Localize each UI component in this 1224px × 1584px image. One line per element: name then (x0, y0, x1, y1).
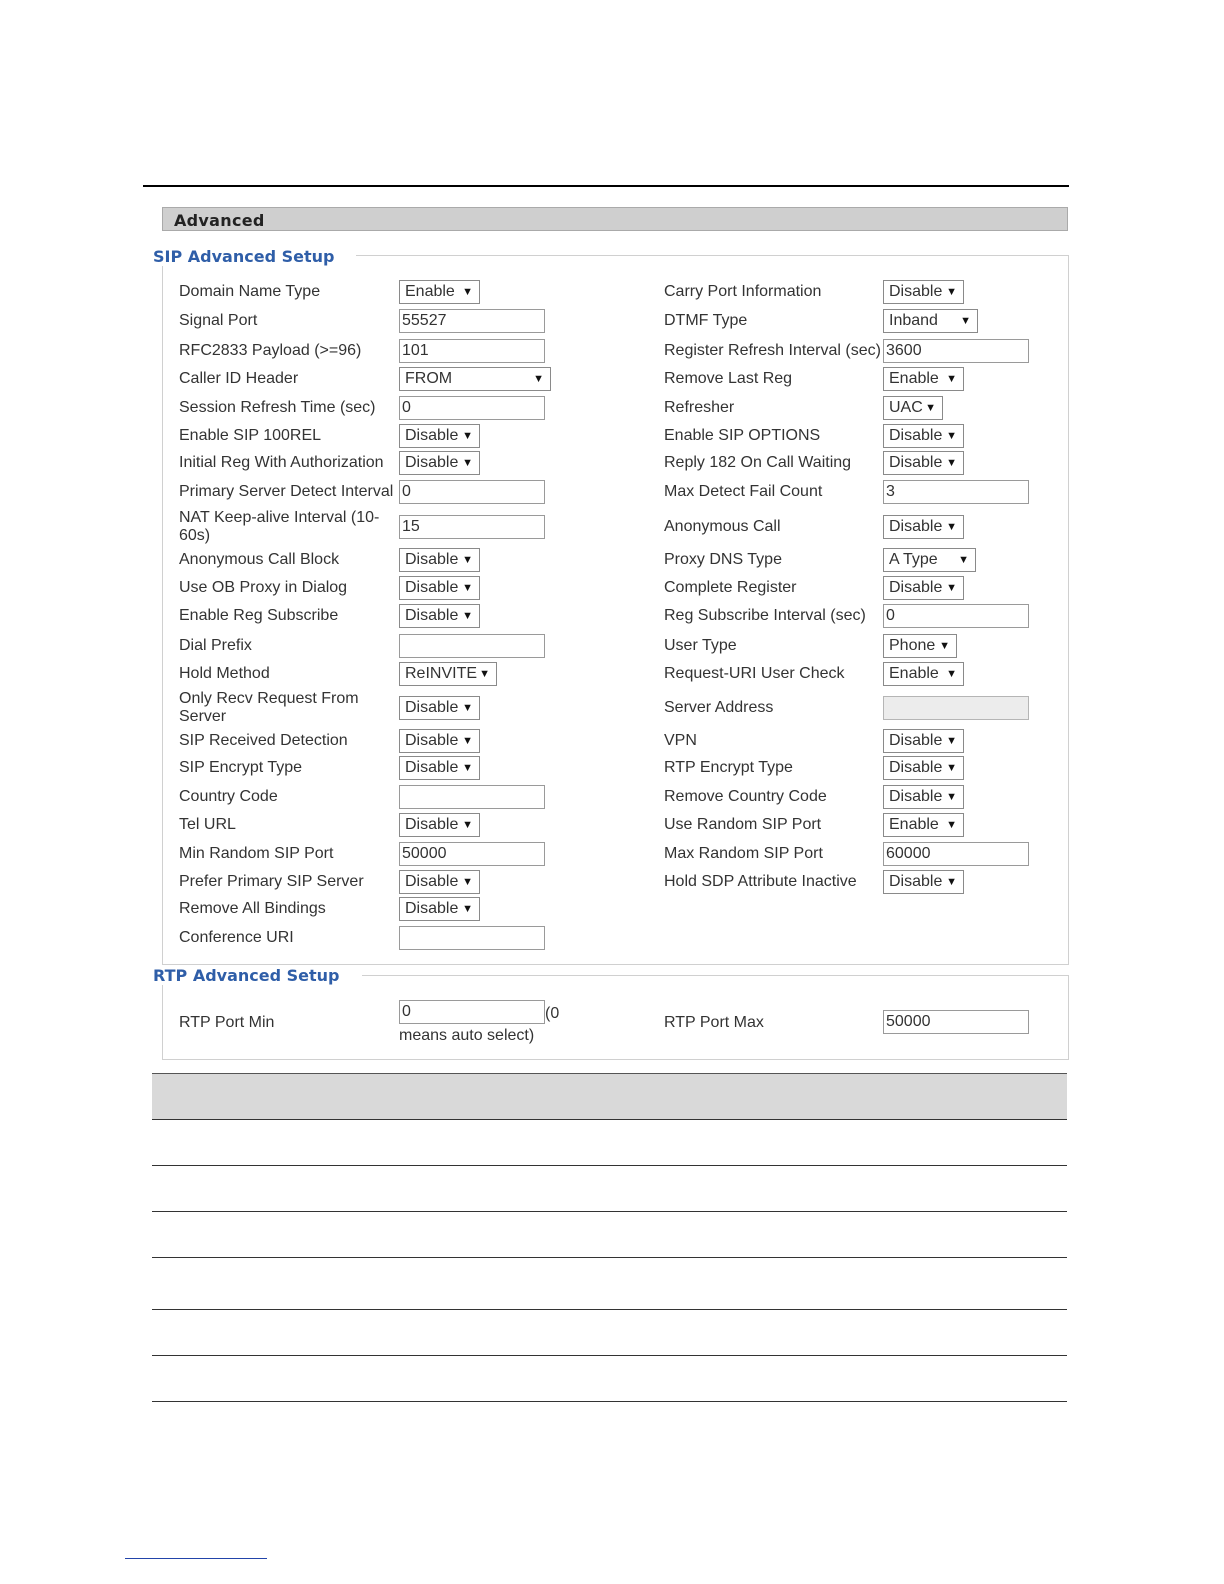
prefer-primary-sip-server-value: Disable (405, 873, 459, 890)
table-row-divider (152, 1355, 1067, 1356)
remove-country-code-value: Disable (889, 788, 943, 805)
prefer-primary-sip-server-label: Prefer Primary SIP Server (179, 873, 364, 890)
session-refresh-time-sec-label: Session Refresh Time (sec) (179, 399, 376, 416)
dropdown-arrow-icon: ▼ (960, 315, 971, 327)
hold-sdp-attribute-inactive-value: Disable (889, 873, 943, 890)
dropdown-arrow-icon: ▼ (462, 286, 473, 298)
complete-register-label: Complete Register (664, 579, 797, 596)
rtp-port-min-input[interactable]: 0 (399, 1000, 545, 1024)
table-row-divider (152, 1401, 1067, 1402)
reg-subscribe-interval-sec-label: Reg Subscribe Interval (sec) (664, 607, 866, 624)
request-uri-user-check-select[interactable] (883, 662, 964, 686)
enable-sip-100rel-value: Disable (405, 427, 459, 444)
country-code-input[interactable] (399, 785, 545, 809)
carry-port-information-value: Disable (889, 283, 943, 300)
dropdown-arrow-icon: ▼ (946, 430, 957, 442)
complete-register-select[interactable] (883, 576, 964, 600)
user-type-value: Phone (889, 637, 936, 654)
hold-sdp-attribute-inactive-label: Hold SDP Attribute Inactive (664, 873, 857, 890)
enable-sip-options-value: Disable (889, 427, 943, 444)
session-refresh-time-sec-input[interactable]: 0 (399, 396, 545, 420)
remove-last-reg-label: Remove Last Reg (664, 370, 793, 387)
carry-port-information-select[interactable] (883, 280, 964, 304)
nat-keep-alive-interval-10-60s-label: NAT Keep-alive Interval (10-60s) (179, 509, 380, 544)
anonymous-call-block-value: Disable (405, 551, 459, 568)
use-ob-proxy-in-dialog-select[interactable] (399, 576, 480, 600)
dropdown-arrow-icon: ▼ (479, 668, 490, 680)
request-uri-user-check-value: Enable (889, 665, 939, 682)
anonymous-call-block-label: Anonymous Call Block (179, 551, 340, 568)
hold-method-label: Hold Method (179, 665, 270, 682)
request-uri-user-check-label: Request-URI User Check (664, 665, 845, 682)
dropdown-arrow-icon: ▼ (946, 373, 957, 385)
sip-advanced-title: SIP Advanced Setup (153, 247, 356, 266)
proxy-dns-type-label: Proxy DNS Type (664, 551, 782, 568)
rtp-encrypt-type-label: RTP Encrypt Type (664, 759, 793, 776)
sip-received-detection-label: SIP Received Detection (179, 732, 348, 749)
table-row-divider (152, 1211, 1067, 1212)
proxy-dns-type-select[interactable] (883, 548, 976, 572)
domain-name-type-select[interactable] (399, 280, 480, 304)
reply-182-on-call-waiting-value: Disable (889, 454, 943, 471)
max-detect-fail-count-input[interactable]: 3 (883, 480, 1029, 504)
only-recv-request-from-server-label: Only Recv Request From Server (179, 690, 359, 725)
sip-encrypt-type-label: SIP Encrypt Type (179, 759, 303, 776)
rtp-port-max-label: RTP Port Max (664, 1014, 764, 1031)
server-address-input[interactable] (883, 696, 1029, 720)
dropdown-arrow-icon: ▼ (462, 430, 473, 442)
anonymous-call-value: Disable (889, 518, 943, 535)
dtmf-type-select[interactable] (883, 309, 978, 333)
sip-encrypt-type-value: Disable (405, 759, 459, 776)
max-random-sip-port-label: Max Random SIP Port (664, 845, 823, 862)
refresher-label: Refresher (664, 399, 735, 416)
table-row-divider (152, 1119, 1067, 1120)
vpn-value: Disable (889, 732, 943, 749)
dropdown-arrow-icon: ▼ (946, 582, 957, 594)
dropdown-arrow-icon: ▼ (462, 819, 473, 831)
sip-received-detection-value: Disable (405, 732, 459, 749)
use-random-sip-port-label: Use Random SIP Port (664, 816, 822, 833)
rtp-advanced-title: RTP Advanced Setup (153, 966, 362, 985)
table-row-divider (152, 1257, 1067, 1258)
remove-country-code-label: Remove Country Code (664, 788, 827, 805)
remove-all-bindings-value: Disable (405, 900, 459, 917)
table-row-divider (152, 1165, 1067, 1166)
dropdown-arrow-icon: ▼ (946, 668, 957, 680)
remove-all-bindings-label: Remove All Bindings (179, 900, 326, 917)
vpn-label: VPN (664, 732, 697, 749)
dropdown-arrow-icon: ▼ (939, 640, 950, 652)
use-ob-proxy-in-dialog-value: Disable (405, 579, 459, 596)
domain-name-type-label: Domain Name Type (179, 283, 321, 300)
hold-sdp-attribute-inactive-select[interactable] (883, 870, 964, 894)
enable-sip-100rel-label: Enable SIP 100REL (179, 427, 322, 444)
prefer-primary-sip-server-select[interactable] (399, 870, 480, 894)
remove-all-bindings-select[interactable] (399, 897, 480, 921)
dial-prefix-input[interactable] (399, 634, 545, 658)
table-header-band (152, 1073, 1067, 1120)
dropdown-arrow-icon: ▼ (946, 457, 957, 469)
rtp-port-min-note-a: (0 (545, 1005, 560, 1022)
table-row-divider (152, 1309, 1067, 1310)
sip-received-detection-select[interactable] (399, 729, 480, 753)
rfc2833-payload-96-label: RFC2833 Payload (>=96) (179, 342, 362, 359)
initial-reg-with-authorization-label: Initial Reg With Authorization (179, 454, 384, 471)
refresher-select[interactable] (883, 396, 943, 420)
advanced-panel-title: Advanced (174, 211, 265, 230)
use-ob-proxy-in-dialog-label: Use OB Proxy in Dialog (179, 579, 348, 596)
rtp-port-min-label: RTP Port Min (179, 1014, 275, 1031)
top-rule (143, 185, 1069, 187)
dropdown-arrow-icon: ▼ (462, 582, 473, 594)
min-random-sip-port-input[interactable]: 50000 (399, 842, 545, 866)
register-refresh-interval-sec-label: Register Refresh Interval (sec) (664, 342, 881, 359)
conference-uri-label: Conference URI (179, 929, 294, 946)
rfc2833-payload-96-input[interactable]: 101 (399, 339, 545, 363)
proxy-dns-type-value: A Type (889, 551, 938, 568)
dtmf-type-value: Inband (889, 312, 938, 329)
register-refresh-interval-sec-input[interactable]: 3600 (883, 339, 1029, 363)
hold-method-select[interactable] (399, 662, 497, 686)
user-type-label: User Type (664, 637, 737, 654)
complete-register-value: Disable (889, 579, 943, 596)
dropdown-arrow-icon: ▼ (462, 702, 473, 714)
reply-182-on-call-waiting-label: Reply 182 On Call Waiting (664, 454, 852, 471)
tel-url-label: Tel URL (179, 816, 236, 833)
remove-country-code-select[interactable] (883, 785, 964, 809)
vpn-select[interactable] (883, 729, 964, 753)
initial-reg-with-authorization-select[interactable] (399, 451, 480, 475)
signal-port-input[interactable]: 55527 (399, 309, 545, 333)
hold-method-value: ReINVITE (405, 665, 478, 682)
max-random-sip-port-input[interactable]: 60000 (883, 842, 1029, 866)
anonymous-call-block-select[interactable] (399, 548, 480, 572)
refresher-value: UAC (889, 399, 923, 416)
dropdown-arrow-icon: ▼ (946, 735, 957, 747)
use-random-sip-port-select[interactable] (883, 813, 964, 837)
advanced-panel-header (162, 207, 1068, 231)
caller-id-header-label: Caller ID Header (179, 370, 299, 387)
user-type-select[interactable] (883, 634, 957, 658)
dropdown-arrow-icon: ▼ (462, 903, 473, 915)
dropdown-arrow-icon: ▼ (946, 876, 957, 888)
initial-reg-with-authorization-value: Disable (405, 454, 459, 471)
dropdown-arrow-icon: ▼ (462, 762, 473, 774)
nat-keep-alive-interval-10-60s-input[interactable]: 15 (399, 515, 545, 539)
enable-sip-options-select[interactable] (883, 424, 964, 448)
dropdown-arrow-icon: ▼ (462, 554, 473, 566)
dropdown-arrow-icon: ▼ (462, 457, 473, 469)
tel-url-value: Disable (405, 816, 459, 833)
use-random-sip-port-value: Enable (889, 816, 939, 833)
enable-sip-options-label: Enable SIP OPTIONS (664, 427, 821, 444)
enable-reg-subscribe-value: Disable (405, 607, 459, 624)
server-address-label: Server Address (664, 699, 774, 716)
reply-182-on-call-waiting-select[interactable] (883, 451, 964, 475)
anonymous-call-select[interactable] (883, 515, 964, 539)
carry-port-information-label: Carry Port Information (664, 283, 822, 300)
sip-encrypt-type-select[interactable] (399, 756, 480, 780)
dropdown-arrow-icon: ▼ (958, 554, 969, 566)
remove-last-reg-select[interactable] (883, 367, 964, 391)
primary-server-detect-interval-input[interactable]: 0 (399, 480, 545, 504)
anonymous-call-label: Anonymous Call (664, 518, 781, 535)
dial-prefix-label: Dial Prefix (179, 637, 252, 654)
country-code-label: Country Code (179, 788, 278, 805)
dropdown-arrow-icon: ▼ (462, 876, 473, 888)
primary-server-detect-interval-label: Primary Server Detect Interval (179, 483, 394, 500)
only-recv-request-from-server-value: Disable (405, 699, 459, 716)
dropdown-arrow-icon: ▼ (462, 735, 473, 747)
domain-name-type-value: Enable (405, 283, 455, 300)
caller-id-header-value: FROM (405, 370, 453, 387)
remove-last-reg-value: Enable (889, 370, 939, 387)
rtp-encrypt-type-value: Disable (889, 759, 943, 776)
enable-reg-subscribe-label: Enable Reg Subscribe (179, 607, 339, 624)
dropdown-arrow-icon: ▼ (533, 373, 544, 385)
enable-reg-subscribe-select[interactable] (399, 604, 480, 628)
enable-sip-100rel-select[interactable] (399, 424, 480, 448)
dropdown-arrow-icon: ▼ (946, 762, 957, 774)
rtp-port-max-input[interactable]: 50000 (883, 1010, 1029, 1034)
dropdown-arrow-icon: ▼ (946, 286, 957, 298)
rtp-port-min-note-b: means auto select) (399, 1027, 535, 1044)
rtp-encrypt-type-select[interactable] (883, 756, 964, 780)
dropdown-arrow-icon: ▼ (462, 610, 473, 622)
dtmf-type-label: DTMF Type (664, 312, 748, 329)
only-recv-request-from-server-select[interactable] (399, 696, 480, 720)
min-random-sip-port-label: Min Random SIP Port (179, 845, 334, 862)
signal-port-label: Signal Port (179, 312, 258, 329)
tel-url-select[interactable] (399, 813, 480, 837)
conference-uri-input[interactable] (399, 926, 545, 950)
dropdown-arrow-icon: ▼ (946, 791, 957, 803)
footnote-rule (125, 1558, 267, 1559)
max-detect-fail-count-label: Max Detect Fail Count (664, 483, 823, 500)
caller-id-header-select[interactable] (399, 367, 551, 391)
reg-subscribe-interval-sec-input[interactable]: 0 (883, 604, 1029, 628)
dropdown-arrow-icon: ▼ (946, 819, 957, 831)
dropdown-arrow-icon: ▼ (925, 402, 936, 414)
dropdown-arrow-icon: ▼ (946, 521, 957, 533)
